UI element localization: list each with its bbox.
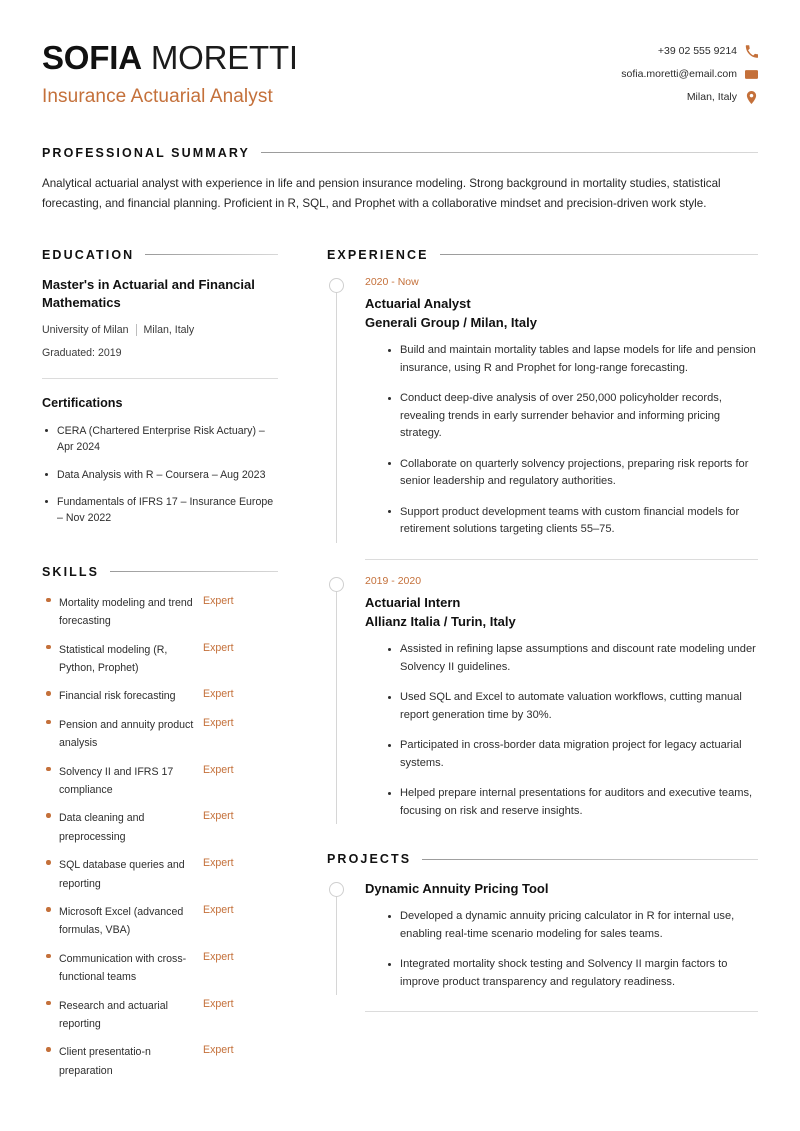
project-bullets [365, 908, 758, 991]
skill-name: Microsoft Excel (advanced formulas, VBA) [59, 906, 184, 937]
list-item: Support product development teams with custom financial models for retirement solutions targeting clients 55–75. [387, 504, 758, 539]
email-icon [745, 68, 758, 81]
education-meta [42, 324, 278, 336]
projects-heading-text: PROJECTS [327, 852, 412, 867]
experience-bullets [365, 641, 758, 820]
list-item: Developed a dynamic annuity pricing calculator in R for internal use, enabling real-time scenario modeling for sales teams. [387, 908, 758, 943]
timeline-marker-icon [329, 278, 344, 293]
experience-divider [365, 559, 758, 560]
timeline-marker-icon [329, 577, 344, 592]
location-icon [745, 91, 758, 104]
experience-date: 2020 - Now [365, 275, 419, 288]
skill-item [42, 686, 278, 704]
skills-section [42, 565, 278, 1080]
skill-level: Expert [203, 997, 234, 1010]
projects-timeline [327, 880, 758, 1012]
project-item [327, 880, 758, 995]
experience-item [327, 276, 758, 543]
certifications-heading: Certifications [42, 395, 123, 410]
list-item: Fundamentals of IFRS 17 – Insurance Europe – Nov 2022 [42, 494, 278, 527]
education-section [42, 248, 278, 527]
skill-item [42, 808, 278, 845]
skill-name: Solvency II and IFRS 17 compliance [59, 765, 174, 797]
phone-icon [745, 45, 758, 58]
contact-phone[interactable] [658, 45, 758, 58]
contact-location-text: Milan, Italy [686, 91, 737, 104]
contact-email[interactable] [621, 68, 758, 81]
list-item: CERA (Chartered Enterprise Risk Actuary) – Apr 2024 [42, 423, 278, 456]
skill-item [42, 855, 278, 892]
skill-level: Expert [203, 904, 234, 917]
experience-org: Allianz Italia / Turin, Italy [365, 614, 516, 630]
left-column [42, 248, 278, 1089]
summary-text: Analytical actuarial analyst with experience in life and pension insurance modeling. Strong background in mortality studies, statistical forecasting, and financial planning. Proficient in R, SQL, and Prophet with a collaborative mindset and precision-driven work style. [42, 176, 721, 210]
projects-section-heading [327, 852, 758, 866]
skill-level: Expert [203, 594, 234, 607]
skill-name-wrap [42, 1042, 203, 1079]
skill-name: SQL database queries and reporting [59, 859, 185, 890]
summary-section-heading [42, 146, 758, 160]
heading-rule [440, 254, 758, 255]
body-columns [42, 248, 758, 1089]
education-degree: Master's in Actuarial and Financial Mathematics [42, 276, 255, 311]
last-name [142, 39, 151, 76]
skill-item [42, 949, 278, 986]
project-title: Dynamic Annuity Pricing Tool [365, 881, 549, 897]
experience-section [327, 248, 758, 824]
skill-name-wrap [42, 715, 203, 752]
experience-org: Generali Group / Milan, Italy [365, 315, 537, 331]
skill-level: Expert [203, 688, 234, 701]
resume-header [42, 0, 758, 118]
list-item: Conduct deep-dive analysis of over 250,000 policyholder records, revealing trends in early surrender behavior and informing pricing strategy. [387, 390, 758, 443]
list-item: Collaborate on quarterly solvency projections, preparing risk reports for senior leadership and regulatory authorities. [387, 456, 758, 491]
skill-level: Expert [203, 716, 234, 729]
contact-location[interactable] [687, 91, 758, 104]
professional-summary-section [42, 146, 758, 214]
education-location: Milan, Italy [143, 323, 195, 336]
heading-rule [145, 254, 278, 255]
skill-name-wrap [42, 902, 203, 939]
job-title: Insurance Actuarial Analyst [42, 85, 273, 107]
skill-item [42, 640, 278, 677]
heading-rule [261, 152, 758, 153]
heading-rule [422, 859, 758, 860]
skill-name: Communication with cross-functional teams [59, 952, 187, 984]
skill-level: Expert [203, 763, 234, 776]
list-item: Participated in cross-border data migration project for legacy actuarial systems. [387, 737, 758, 772]
list-item: Data Analysis with R – Coursera – Aug 2023 [42, 467, 278, 483]
contact-list [621, 38, 758, 104]
skill-name-wrap [42, 762, 203, 799]
certifications-list [42, 423, 278, 527]
experience-timeline [327, 276, 758, 824]
skill-item [42, 593, 278, 630]
summary-heading-text: PROFESSIONAL SUMMARY [42, 145, 250, 160]
skill-name: Research and actuarial reporting [59, 999, 168, 1031]
name-block [42, 38, 298, 108]
skill-level: Expert [203, 641, 234, 654]
skill-name: Statistical modeling (R, Python, Prophet) [59, 643, 168, 674]
skill-name-wrap [42, 640, 203, 677]
experience-item [327, 575, 758, 824]
skill-name: Mortality modeling and trend forecasting [59, 596, 193, 628]
education-university: University of Milan [42, 323, 129, 336]
timeline-line [336, 290, 337, 543]
skill-name-wrap [42, 855, 203, 892]
education-divider [42, 378, 278, 379]
list-item: Helped prepare internal presentations for auditors and executive teams, focusing on risk and reserve insights. [387, 785, 758, 820]
skill-name-wrap [42, 996, 203, 1033]
timeline-marker-icon [329, 882, 344, 897]
list-item: Build and maintain mortality tables and lapse models for life and pension insurance, using R and Prophet for long-range forecasting. [387, 342, 758, 377]
projects-divider [365, 1011, 758, 1012]
experience-role: Actuarial Intern [365, 595, 461, 611]
skills-heading-text: SKILLS [42, 564, 100, 579]
skill-item [42, 715, 278, 752]
heading-rule [110, 571, 278, 572]
meta-separator [136, 324, 137, 336]
skill-item [42, 762, 278, 799]
contact-email-text: sofia.moretti@email.com [621, 68, 737, 81]
skill-item [42, 1042, 278, 1079]
skills-section-heading [42, 565, 278, 579]
skill-level: Expert [203, 1044, 234, 1057]
experience-heading-text: EXPERIENCE [327, 247, 429, 262]
skill-name-wrap [42, 686, 203, 704]
experience-date: 2019 - 2020 [365, 574, 422, 587]
skill-level: Expert [203, 950, 234, 963]
education-graduated: Graduated: 2019 [42, 346, 122, 359]
skill-name-wrap [42, 808, 203, 845]
list-item: Assisted in refining lapse assumptions and discount rate modeling under Solvency II guidelines. [387, 641, 758, 676]
skill-name: Financial risk forecasting [59, 690, 176, 703]
skill-name: Pension and annuity product analysis [59, 718, 194, 750]
skill-item [42, 902, 278, 939]
timeline-line [336, 894, 337, 995]
first-name: SOFIA [42, 39, 142, 76]
last-name-text: MORETTI [150, 39, 298, 76]
projects-section [327, 852, 758, 1012]
skill-item [42, 996, 278, 1033]
skill-name: Data cleaning and preprocessing [59, 812, 145, 843]
skill-name: Client presentatio-n preparation [59, 1046, 151, 1077]
experience-bullets [365, 342, 758, 539]
skill-level: Expert [203, 857, 234, 870]
timeline-line [336, 589, 337, 824]
right-column [327, 248, 758, 1012]
skill-name-wrap [42, 593, 203, 630]
experience-role: Actuarial Analyst [365, 296, 471, 312]
skill-level: Expert [203, 810, 234, 823]
contact-phone-text: +39 02 555 9214 [657, 45, 737, 58]
education-section-heading [42, 248, 278, 262]
skill-name-wrap [42, 949, 203, 986]
list-item: Integrated mortality shock testing and Solvency II margin factors to improve product transparency and regulatory readiness. [387, 956, 758, 991]
education-heading-text: EDUCATION [42, 247, 135, 262]
full-name [42, 40, 298, 77]
experience-section-heading [327, 248, 758, 262]
list-item: Used SQL and Excel to automate valuation workflows, cutting manual report generation time by 30%. [387, 689, 758, 724]
